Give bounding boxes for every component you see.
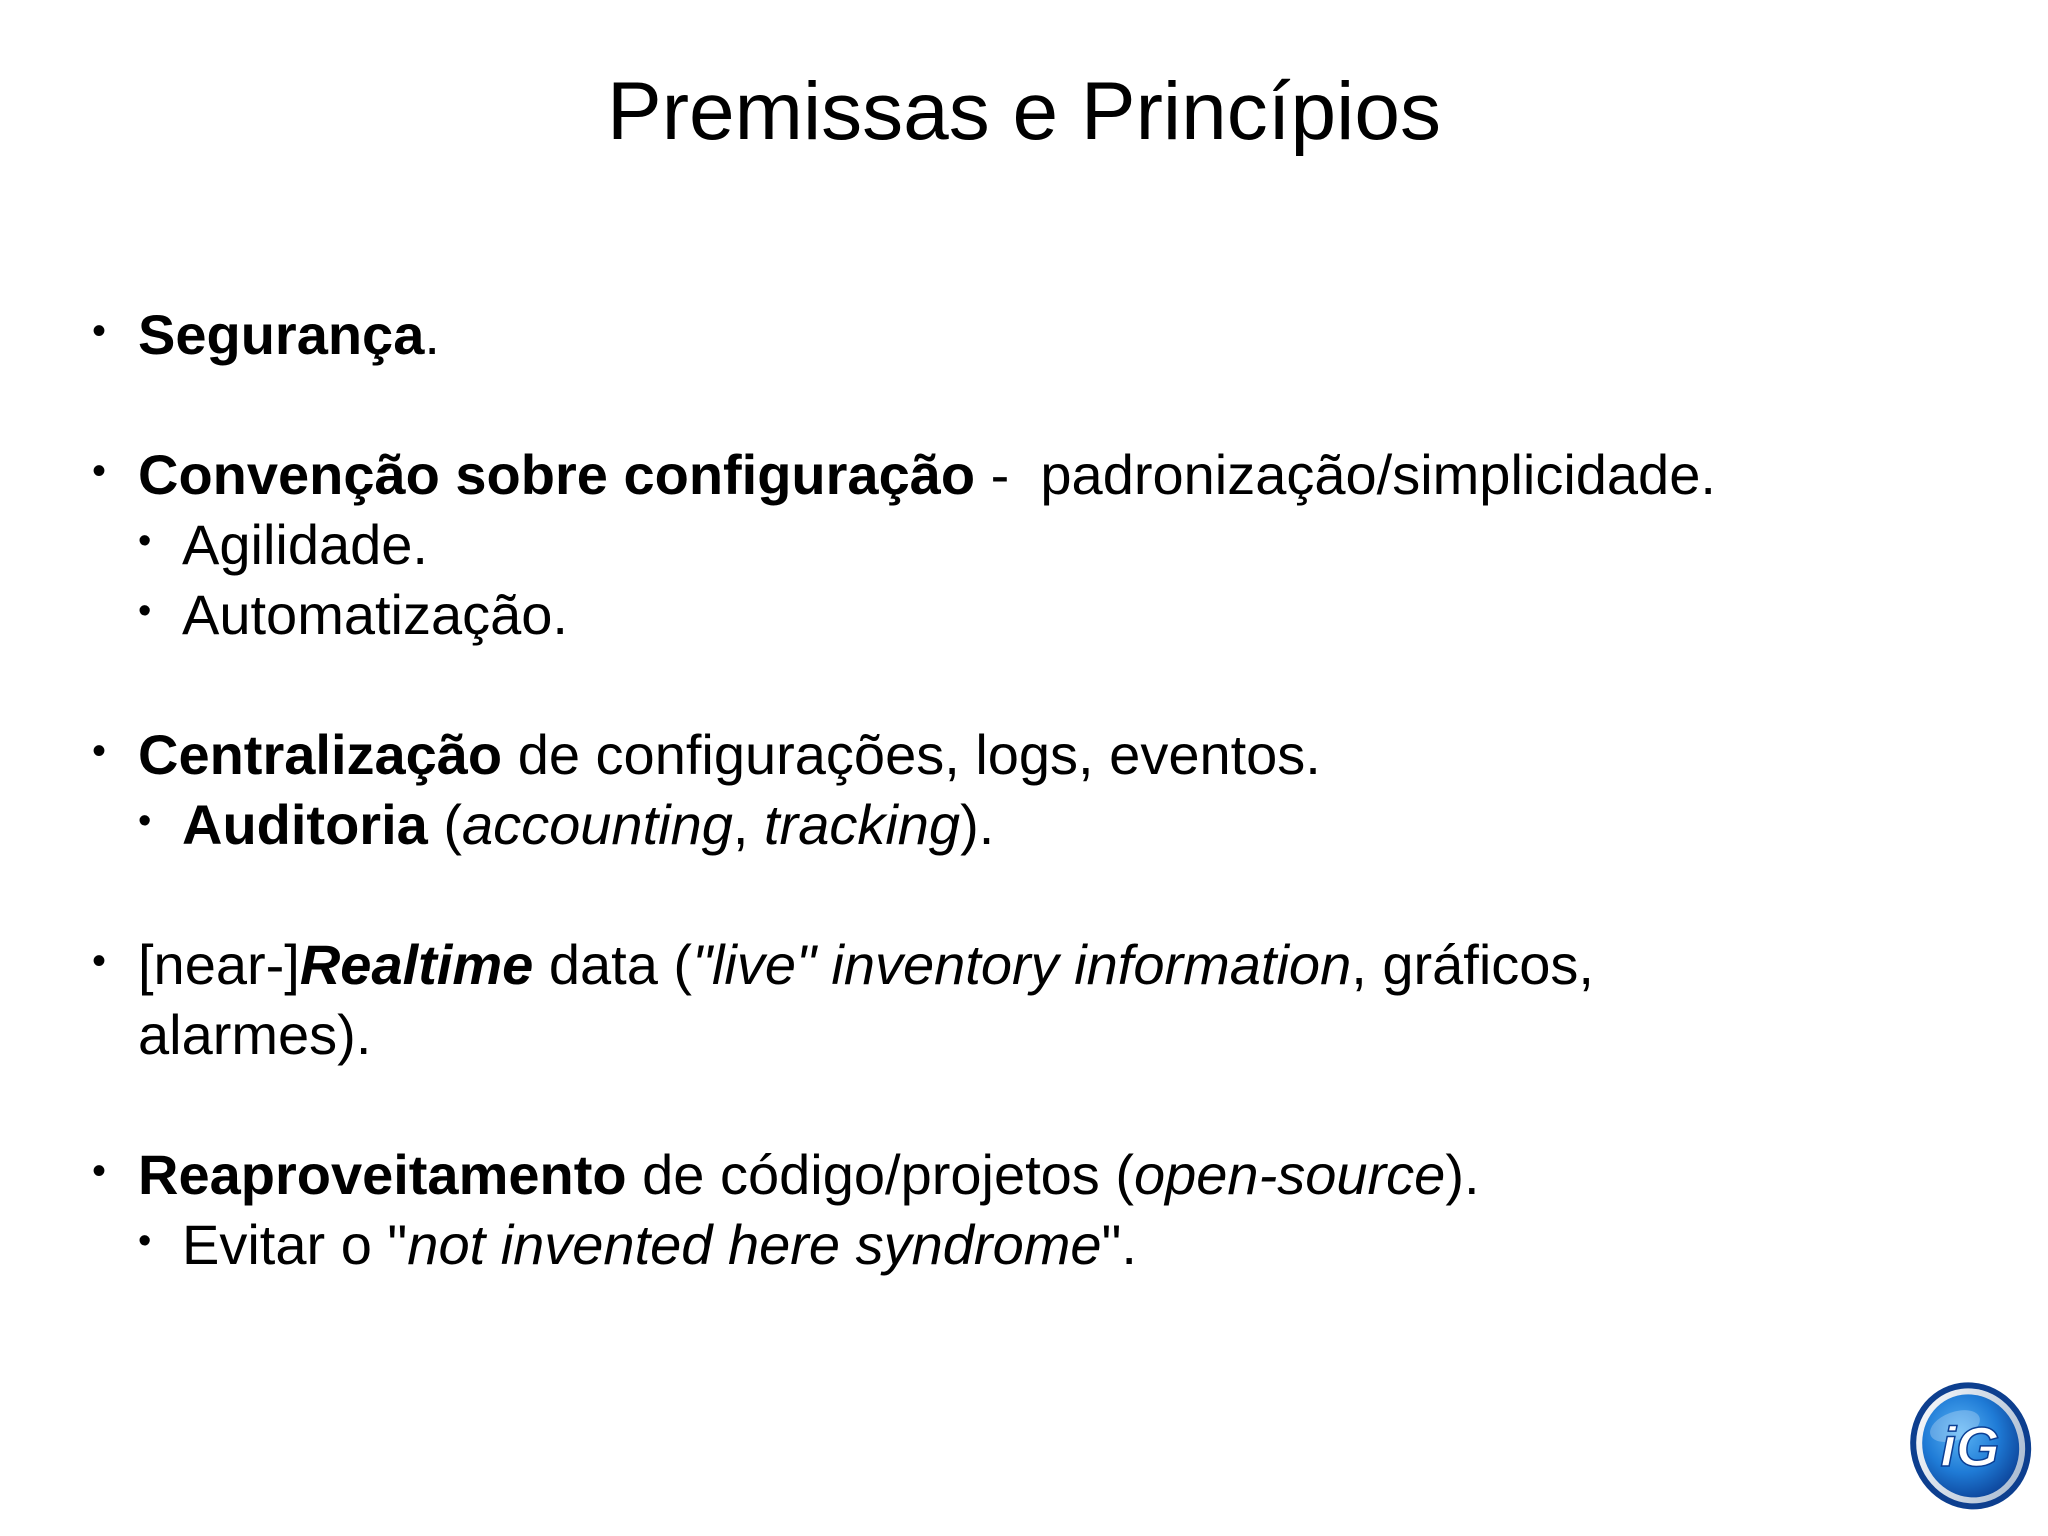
centralizacao-tail: de configurações, logs, eventos. <box>502 723 1321 786</box>
open-source-italic: open-source <box>1134 1143 1446 1206</box>
sub-bullet-evitar <box>92 1210 1992 1280</box>
evitar-tail: ". <box>1101 1213 1137 1276</box>
tracking-italic: tracking <box>763 793 961 856</box>
auditoria-close: ). <box>960 793 995 856</box>
realtime-tail: , gráficos, <box>1351 933 1594 996</box>
reaproveitamento-mid: de código/projetos ( <box>626 1143 1134 1206</box>
centralizacao-bold: Centralização <box>138 723 503 786</box>
convencao-tail: - padronização/simplicidade. <box>975 443 1716 506</box>
sub-bullet-marker: • <box>138 590 152 632</box>
realtime-prefix: [near-] <box>138 933 300 996</box>
sub-bullet-marker: • <box>138 800 152 842</box>
realtime-line2: alarmes). <box>138 1003 372 1066</box>
bullet-centralizacao <box>92 720 1992 790</box>
automatizacao-text: Automatização. <box>182 583 568 646</box>
sub-bullet-auditoria <box>92 790 1992 860</box>
bullet-marker: • <box>92 309 107 353</box>
bullet-seguranca <box>92 300 1992 370</box>
bullet-marker: • <box>92 449 107 493</box>
bullet-realtime <box>92 930 1992 1070</box>
auditoria-comma: , <box>732 793 764 856</box>
sub-bullet-automatizacao <box>92 580 1992 650</box>
reaproveitamento-tail: ). <box>1445 1143 1480 1206</box>
seguranca-bold: Segurança <box>138 303 425 366</box>
bullet-marker: • <box>92 939 107 983</box>
convencao-bold: Convenção sobre configuração <box>138 443 976 506</box>
agilidade-text: Agilidade. <box>182 513 428 576</box>
auditoria-bold: Auditoria <box>182 793 428 856</box>
ig-logo <box>1900 1374 2040 1514</box>
slide-title: Premissas e Princípios <box>607 66 1441 157</box>
seguranca-tail: . <box>424 303 440 366</box>
bullet-marker: • <box>92 1149 107 1193</box>
bullet-convencao <box>92 440 1992 510</box>
slide-content <box>92 300 1992 1280</box>
realtime-italic: "live" inventory information <box>692 933 1352 996</box>
logo-text: iG <box>1940 1415 2000 1478</box>
bullet-reaproveitamento <box>92 1140 1992 1210</box>
sub-bullet-agilidade <box>92 510 1992 580</box>
sub-bullet-marker: • <box>138 520 152 562</box>
accounting-italic: accounting <box>461 793 733 856</box>
sub-bullet-marker: • <box>138 1220 152 1262</box>
nih-italic: not invented here syndrome <box>407 1213 1102 1276</box>
bullet-marker: • <box>92 729 107 773</box>
realtime-mid: data ( <box>533 933 693 996</box>
realtime-bold-italic: Realtime <box>299 933 534 996</box>
reaproveitamento-bold: Reaproveitamento <box>138 1143 627 1206</box>
auditoria-open: ( <box>427 793 462 856</box>
evitar-prefix: Evitar o " <box>182 1213 408 1276</box>
